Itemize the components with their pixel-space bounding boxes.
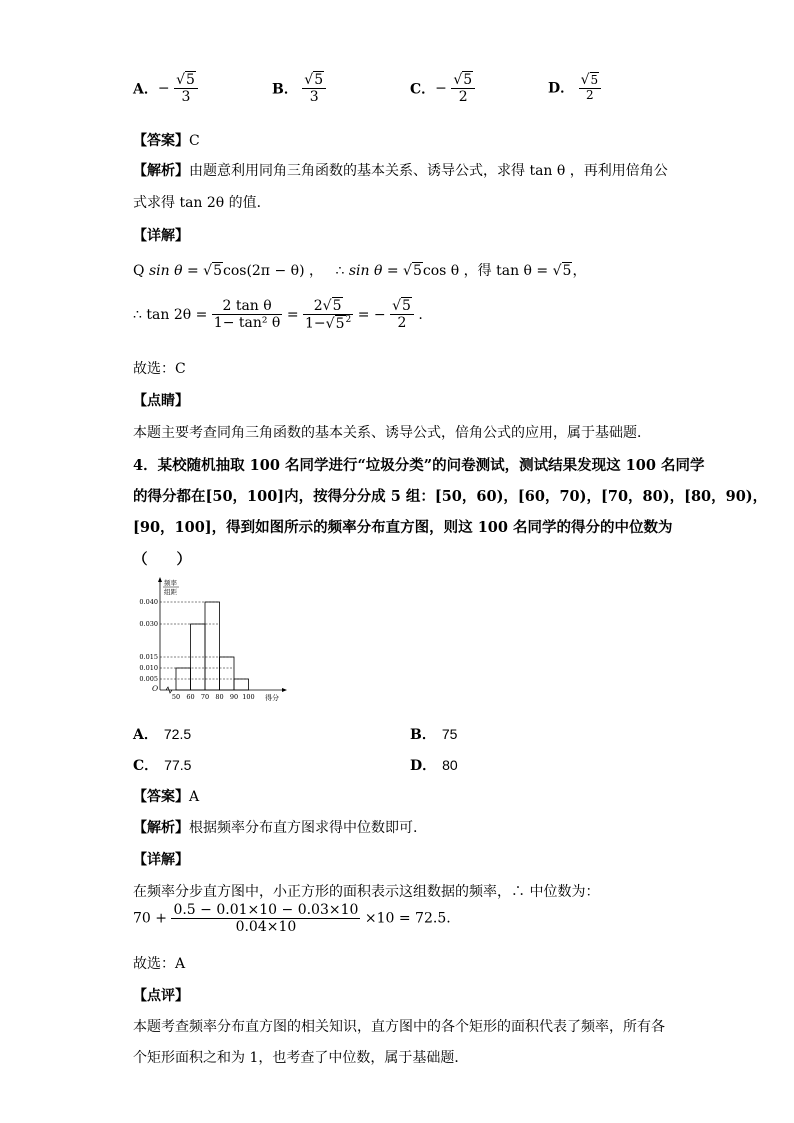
x-axis-arrow bbox=[282, 688, 287, 692]
q4-formula bbox=[133, 902, 451, 935]
histogram-bar bbox=[220, 657, 235, 690]
analysis-text: 根据频率分布直方图求得中位数即可. bbox=[189, 820, 418, 836]
minus-sign: − bbox=[435, 80, 447, 97]
q4-comment-label: 【点评】 bbox=[133, 988, 189, 1004]
y-tick-label: 0.015 bbox=[139, 653, 158, 662]
option-value: 80 bbox=[442, 757, 458, 773]
fraction-numerator: 0.5 − 0.01×10 − 0.03×10 bbox=[173, 902, 359, 918]
eq1-part3: sin θ = bbox=[348, 263, 404, 279]
histogram-bar bbox=[205, 602, 220, 690]
eq2-end: . bbox=[418, 306, 423, 323]
q3-answer bbox=[133, 130, 200, 150]
x-tick-label: 50 bbox=[171, 693, 181, 701]
y-tick-label: 0.030 bbox=[139, 620, 158, 629]
option-value: 75 bbox=[441, 726, 458, 742]
q3-choice: 故选：C bbox=[133, 361, 186, 377]
fraction: $\frac{√5}{2}$ bbox=[579, 72, 602, 103]
option-value: 72.5 bbox=[163, 726, 192, 742]
coefficient: 2 bbox=[313, 298, 323, 314]
y-label-top: 频率 bbox=[164, 579, 177, 587]
fraction-denominator: 2 bbox=[397, 315, 407, 332]
option-letter: A． bbox=[133, 81, 158, 98]
y-tick-label: 0.010 bbox=[139, 664, 158, 673]
eq2-lhs: tan 2θ = bbox=[146, 306, 208, 323]
eq1-radicand-1: 5 bbox=[213, 263, 222, 279]
option-value: 77.5 bbox=[164, 757, 192, 773]
q4-answer bbox=[133, 786, 199, 806]
q4-analysis bbox=[133, 817, 417, 837]
q4-option-b bbox=[410, 724, 457, 744]
eq1-part1: sin θ = bbox=[148, 263, 204, 279]
answer-label: 【答案】 bbox=[133, 133, 189, 149]
x-tick-label: 100 bbox=[242, 693, 255, 701]
q4-comment-text-2: 个矩形面积之和为 1，也考查了中位数，属于基础题． bbox=[133, 1050, 469, 1066]
q4-detail-text: 在频率分步直方图中，小正方形的面积表示这组数据的频率，∴ 中位数为： bbox=[133, 884, 600, 900]
fraction: $\frac{√5}{3}$ bbox=[302, 72, 326, 105]
radicand: 5 bbox=[314, 72, 324, 88]
exponent: 2 bbox=[345, 315, 352, 326]
denominator: 3 bbox=[181, 89, 191, 106]
x-axis-label: 得分 bbox=[265, 694, 279, 702]
frequency-histogram bbox=[130, 575, 290, 710]
answer-value: A bbox=[189, 789, 200, 805]
denominator: 3 bbox=[309, 89, 319, 106]
option-letter: C． bbox=[133, 758, 159, 774]
q3-equation-1: Q sin θ = √5cos(2π − θ) ， ∴ sin θ = √5cos θ ，得 tan θ = √5， bbox=[133, 263, 587, 279]
radicand: 5 bbox=[590, 73, 599, 87]
radicand: 5 bbox=[185, 72, 195, 88]
analysis-text: 由题意利用同角三角函数的基本关系、诱导公式，求得 tan θ ，再利用倍角公 bbox=[189, 163, 668, 179]
radicand: 5 bbox=[463, 72, 473, 88]
x-tick-label: 70 bbox=[200, 693, 210, 701]
eq1-part2: cos(2π − θ) ， bbox=[222, 263, 323, 279]
q3-analysis bbox=[133, 160, 668, 180]
fraction-denominator: 0.04×10 bbox=[235, 919, 297, 936]
option-letter: B． bbox=[410, 727, 436, 743]
q3-option-d bbox=[548, 72, 601, 103]
option-letter: C． bbox=[410, 81, 436, 98]
answer-value: C bbox=[189, 133, 200, 149]
option-letter: A． bbox=[133, 727, 158, 743]
option-letter: B． bbox=[272, 81, 298, 98]
q3-detail-label: 【详解】 bbox=[133, 228, 189, 244]
q3-option-b bbox=[272, 72, 326, 105]
formula-fraction bbox=[171, 902, 360, 935]
q4-option-d bbox=[410, 755, 458, 775]
origin-label: O bbox=[152, 684, 159, 693]
eq1-radicand-2: 5 bbox=[412, 263, 422, 279]
eq2-fraction-1 bbox=[212, 298, 283, 331]
x-tick-label: 90 bbox=[229, 693, 239, 701]
equals-minus: = − bbox=[357, 306, 386, 323]
q4-stem-line-4: （ ） bbox=[133, 551, 191, 568]
q3-option-a bbox=[133, 72, 198, 105]
fraction: $\frac{√5}{2}$ bbox=[451, 72, 475, 105]
y-label-bottom: 组距 bbox=[164, 588, 177, 596]
x-tick-label: 80 bbox=[215, 693, 224, 701]
y-tick-label: 0.040 bbox=[139, 598, 158, 607]
q3-analysis-line-2: 式求得 tan 2θ 的值． bbox=[133, 195, 271, 211]
eq1-tail: ， bbox=[572, 263, 587, 279]
fraction-numerator: 2 tan θ bbox=[212, 298, 283, 315]
denominator: 2 bbox=[458, 89, 468, 106]
q4-stem-line-1: 4．某校随机抽取 100 名同学进行“垃圾分类”的问卷测试，测试结果发现这 100 名同学 bbox=[133, 457, 705, 474]
because-symbol: Q bbox=[133, 263, 145, 279]
analysis-label: 【解析】 bbox=[133, 820, 189, 836]
q3-equation-2 bbox=[133, 298, 423, 332]
q4-comment-text-1: 本题考查频率分布直方图的相关知识，直方图中的各个矩形的面积代表了频率，所有各 bbox=[133, 1019, 665, 1035]
analysis-label: 【解析】 bbox=[133, 163, 189, 179]
radicand: 5 bbox=[332, 298, 342, 314]
eq1-radicand-3: 5 bbox=[562, 263, 572, 279]
formula-prefix: 70 + bbox=[133, 910, 167, 927]
q3-comment-label: 【点睛】 bbox=[133, 393, 189, 409]
radicand: 5 bbox=[335, 315, 345, 332]
denominator: 2 bbox=[586, 88, 594, 103]
option-letter: D． bbox=[548, 80, 575, 97]
formula-suffix: ×10 = 72.5. bbox=[364, 910, 451, 927]
eq2-fraction-3: $\frac{√5}{2}$ bbox=[390, 298, 414, 331]
minus-sign: − bbox=[157, 80, 170, 97]
y-tick-label: 0.005 bbox=[139, 675, 158, 684]
y-axis-arrow bbox=[158, 577, 162, 582]
x-tick-label: 60 bbox=[186, 693, 195, 701]
q4-choice: 故选：A bbox=[133, 956, 186, 972]
fraction-denominator: 1− tan² θ bbox=[213, 315, 281, 332]
q3-comment-text: 本题主要考查同角三角函数的基本关系、诱导公式，倍角公式的应用，属于基础题． bbox=[133, 425, 651, 441]
fraction: $\frac{√5}{3}$ bbox=[174, 72, 198, 105]
q4-detail-label: 【详解】 bbox=[133, 852, 189, 868]
q3-option-c bbox=[410, 72, 475, 105]
q4-option-a bbox=[133, 724, 191, 744]
radicand: 5 bbox=[401, 298, 411, 315]
eq1-part4: cos θ ，得 tan θ = bbox=[422, 263, 553, 279]
therefore-symbol: ∴ bbox=[335, 263, 345, 279]
equals-sign: = bbox=[286, 306, 299, 323]
histogram-bar bbox=[234, 679, 249, 690]
therefore-symbol: ∴ bbox=[133, 306, 142, 323]
q4-stem-line-2: 的得分都在[50，100]内，按得分分成 5 组：[50，60)，[60，70)，[70，80)，[80，90)， bbox=[133, 488, 768, 505]
eq2-fraction-2: $\frac{2√5}{1-√5^2}$ bbox=[305, 298, 352, 332]
answer-label: 【答案】 bbox=[133, 789, 189, 805]
option-letter: D． bbox=[410, 758, 437, 774]
q4-option-c bbox=[133, 755, 191, 775]
den-prefix: 1− bbox=[305, 315, 326, 332]
q4-stem-line-3: [90，100]，得到如图所示的频率分布直方图，则这 100 名同学的得分的中位数为 bbox=[133, 519, 673, 536]
